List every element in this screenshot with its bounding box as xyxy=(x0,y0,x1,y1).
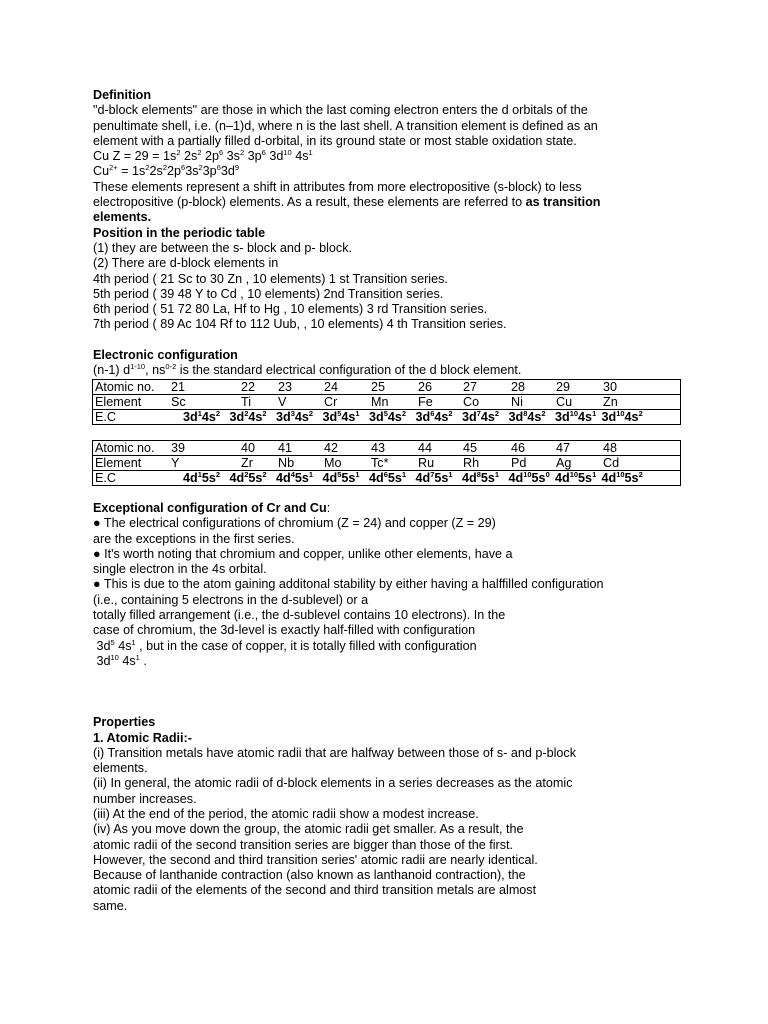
exceptional-line: ● The electrical configurations of chromium (Z = 24) and copper (Z = 29) xyxy=(93,516,496,531)
properties-line: (iii) At the end of the period, the atomic radii show a modest increase. xyxy=(93,806,479,821)
table-cell xyxy=(93,394,681,409)
properties-line: Because of lanthanide contraction (also known as lanthanoid contraction), the xyxy=(93,868,526,883)
orbital-term: 5s xyxy=(480,470,495,485)
table-row-atomic-no xyxy=(93,440,681,455)
ec-value xyxy=(183,471,220,485)
exceptional-colon: : xyxy=(326,500,331,515)
table-row-ec xyxy=(93,470,681,485)
exceptional-heading: Exceptional configuration of Cr and Cu xyxy=(93,500,327,515)
table-cell xyxy=(93,440,681,455)
orbital-term: 4s xyxy=(118,638,132,653)
orbital-electron-count: 2 xyxy=(494,408,500,418)
row-label: Atomic no. xyxy=(95,440,155,455)
table-row-atomic-no xyxy=(93,379,681,394)
ec-value xyxy=(276,471,313,485)
orbital-term: 5s xyxy=(434,470,449,485)
element-symbol: Co xyxy=(463,394,480,409)
orbital-term: 5s xyxy=(341,470,356,485)
atomic-number: 39 xyxy=(171,440,186,455)
position-line: 6th period ( 51 72 80 La, Hf to Hg , 10 elements) 3 rd Transition series. xyxy=(93,302,488,317)
cu-config-line xyxy=(93,149,693,164)
element-symbol: Ni xyxy=(511,394,523,409)
orbital-term: 5s xyxy=(578,470,593,485)
exceptional-line: single electron in the 4s orbital. xyxy=(93,562,267,577)
atomic-number: 25 xyxy=(371,379,386,394)
orbital-term: 3p xyxy=(202,164,217,179)
atomic-number: 48 xyxy=(603,440,618,455)
atomic-number: 24 xyxy=(324,379,339,394)
orbital-electron-count: 6 xyxy=(430,408,435,418)
cu-config-filled xyxy=(97,654,140,668)
atomic-number: 27 xyxy=(463,379,478,394)
cu2-charge: 2+ xyxy=(109,163,118,173)
orbital-electron-count: 7 xyxy=(476,408,481,418)
element-symbol: Cu xyxy=(556,394,573,409)
orbital-electron-count: 1 xyxy=(308,148,313,158)
orbital-term: 3d xyxy=(601,409,617,424)
document-page xyxy=(93,88,693,914)
atomic-number: 22 xyxy=(241,379,256,394)
intro-text: is the standard electrical configuration of the d block element. xyxy=(176,363,522,378)
row-label: E.C xyxy=(95,470,116,485)
orbital-electron-count: 2 xyxy=(638,408,643,418)
cr-config xyxy=(97,639,136,653)
orbital-term: 3d xyxy=(96,638,111,653)
orbital-electron-count: 1 xyxy=(401,469,407,479)
orbital-electron-count: 1 xyxy=(197,469,202,479)
orbital-term: 3d xyxy=(96,653,111,668)
orbital-term: 2p xyxy=(204,149,219,164)
definition-line xyxy=(93,195,693,210)
orbital-electron-count: 1 xyxy=(592,408,597,418)
ec-value xyxy=(416,410,453,424)
ec-value xyxy=(509,410,546,424)
orbital-electron-count: 10 xyxy=(616,408,625,418)
orbital-electron-count: 7 xyxy=(430,469,435,479)
orbital-electron-count: 6 xyxy=(181,163,186,173)
atomic-number: 41 xyxy=(278,440,293,455)
orbital-term: 3p xyxy=(247,149,262,164)
properties-line: atomic radii of the second transition series are bigger than those of the first. xyxy=(93,837,514,852)
cu2-config-line xyxy=(93,164,693,179)
atomic-number: 44 xyxy=(418,440,433,455)
orbital-electron-count: 2 xyxy=(198,163,203,173)
orbital-electron-count: 1 xyxy=(135,652,140,662)
orbital-electron-count: 6 xyxy=(216,163,221,173)
cu2-config-prefix: = xyxy=(117,164,133,179)
position-line: 5th period ( 39 48 Y to Cd , 10 elements) 2nd Transition series. xyxy=(93,286,444,301)
properties-line: (i) Transition metals have atomic radii that are halfway between those of s- and p-block xyxy=(93,745,576,760)
ec-value xyxy=(555,471,596,485)
definition-line: "d-block elements" are those in which the last coming electron enters the d orbitals of the xyxy=(93,103,588,118)
orbital-term: 4d xyxy=(369,470,384,485)
exceptional-line: totally filled arrangement (i.e., the d-sublevel contains 10 electrons). In the xyxy=(93,608,506,623)
orbital-term: 4s xyxy=(527,409,542,424)
exceptional-line: ● This is due to the atom gaining additonal stability by either having a halffilled configuration xyxy=(93,577,604,592)
orbital-electron-count: 1 xyxy=(355,408,360,418)
ec-value xyxy=(369,471,406,485)
orbital-term: 4s xyxy=(387,409,402,424)
atomic-number: 28 xyxy=(511,379,526,394)
orbital-electron-count: 2 xyxy=(215,408,221,418)
orbital-term: 4d xyxy=(462,470,477,485)
shift-bold-text: as transition xyxy=(525,195,601,210)
definition-line: element with a partially filled d-orbital, in its ground state or most stable oxidation state. xyxy=(93,133,577,148)
orbital-electron-count: 1 xyxy=(131,637,136,647)
position-line: (2) There are d-block elements in xyxy=(93,256,279,271)
atomic-number: 26 xyxy=(418,379,433,394)
ec-value xyxy=(509,471,550,485)
orbital-electron-count: 2 xyxy=(448,408,453,418)
orbital-electron-count: 2 xyxy=(262,408,267,418)
orbital-electron-count: 6 xyxy=(219,148,224,158)
element-symbol: Cd xyxy=(603,455,620,470)
orbital-electron-count: 5 xyxy=(337,469,342,479)
ec-value xyxy=(276,410,313,424)
element-symbol: Y xyxy=(171,455,180,470)
orbital-term: 3d xyxy=(555,409,570,424)
config-table-first-series xyxy=(92,379,681,425)
orbital-term: 4d xyxy=(322,470,338,485)
orbital-electron-count: 2 xyxy=(162,163,167,173)
config-table-second-series xyxy=(92,440,681,486)
orbital-electron-count: 1 xyxy=(308,469,314,479)
orbital-term: 4s xyxy=(122,653,136,668)
orbital-electron-count: 1 xyxy=(592,469,597,479)
orbital-term: 3d xyxy=(276,409,291,424)
cu2-config xyxy=(132,164,239,178)
ec-value xyxy=(230,410,267,424)
atomic-number: 45 xyxy=(463,440,478,455)
properties-line: (iv) As you move down the group, the atomic radii get smaller. As a result, the xyxy=(93,822,524,837)
atomic-number: 47 xyxy=(556,440,571,455)
properties-line: However, the second and third transition series' atomic radii are nearly identical. xyxy=(93,852,538,867)
atomic-number: 40 xyxy=(241,440,256,455)
orbital-electron-count: 2 xyxy=(176,148,181,158)
cr-config-line xyxy=(93,639,693,654)
definition-line: penultimate shell, i.e. (n–1)d, where n is the last shell. A transition element is defined as an xyxy=(93,118,598,133)
properties-line: atomic radii of the elements of the second and third transition metals are almost xyxy=(93,883,537,898)
table-cell xyxy=(93,455,681,470)
exceptional-heading-line xyxy=(93,501,693,516)
table-cell xyxy=(93,409,681,424)
orbital-term: 2p xyxy=(167,164,182,179)
element-symbol: Tc* xyxy=(371,455,389,470)
exceptional-line: are the exceptions in the first series. xyxy=(93,531,295,546)
position-line: 7th period ( 89 Ac 104 Rf to 112 Uub, , 10 elements) 4 th Transition series. xyxy=(93,317,507,332)
orbital-term: 5s xyxy=(201,470,216,485)
element-symbol: Zn xyxy=(603,394,618,409)
atomic-number: 46 xyxy=(511,440,526,455)
orbital-term: 2s xyxy=(184,149,198,164)
orbital-term: 4d xyxy=(276,470,291,485)
ec-value xyxy=(183,410,220,424)
element-symbol: Ru xyxy=(418,455,435,470)
orbital-electron-count: 10 xyxy=(569,408,579,418)
orbital-electron-count: 2 xyxy=(308,408,314,418)
electronic-heading: Electronic configuration xyxy=(93,348,238,363)
ec-value xyxy=(602,410,643,424)
table-cell xyxy=(93,379,681,394)
properties-lines xyxy=(93,746,693,914)
ec-value xyxy=(416,471,453,485)
orbital-electron-count: 1 xyxy=(355,469,360,479)
orbital-term: 4d xyxy=(229,470,245,485)
orbital-electron-count: 2 xyxy=(541,408,546,418)
orbital-electron-count: 10 xyxy=(283,148,292,158)
element-symbol: V xyxy=(278,394,287,409)
orbital-term: 4s xyxy=(248,409,263,424)
orbital-term: 4d xyxy=(508,470,524,485)
intro-sup: 1-10 xyxy=(130,362,146,372)
orbital-electron-count: 2 xyxy=(145,163,150,173)
orbital-term: 3d xyxy=(369,409,384,424)
table-row-element xyxy=(93,455,681,470)
row-label: Element xyxy=(95,455,142,470)
ec-value xyxy=(602,471,643,485)
electronic-intro xyxy=(93,363,693,378)
element-symbol: Mo xyxy=(324,455,342,470)
table-row-ec xyxy=(93,409,681,424)
position-line: 4th period ( 21 Sc to 30 Zn , 10 elements) 1 st Transition series. xyxy=(93,271,448,286)
element-symbol: Cr xyxy=(324,394,338,409)
element-symbol: Fe xyxy=(418,394,433,409)
ec-value xyxy=(369,410,406,424)
orbital-electron-count: 8 xyxy=(523,408,528,418)
element-symbol: Mn xyxy=(371,394,389,409)
definition-line: These elements represent a shift in attributes from more electropositive (s-block) to less xyxy=(93,179,582,194)
orbital-term: 4s xyxy=(624,409,639,424)
cu-config-line-2 xyxy=(93,654,693,669)
orbital-electron-count: 0 xyxy=(545,469,550,479)
atomic-number: 23 xyxy=(278,379,293,394)
orbital-term: 5s xyxy=(387,470,402,485)
definition-line: elements. xyxy=(93,210,152,225)
element-symbol: Zr xyxy=(241,455,253,470)
orbital-term: 4s xyxy=(294,409,309,424)
orbital-term: 3s xyxy=(226,149,240,164)
orbital-electron-count: 2 xyxy=(239,148,245,158)
position-line: (1) they are between the s- block and p- block. xyxy=(93,240,353,255)
table-cell xyxy=(93,470,681,485)
cu-config xyxy=(163,149,313,163)
atomic-number: 29 xyxy=(556,379,571,394)
exceptional-line: (i.e., containing 5 electrons in the d-sublevel) or a xyxy=(93,592,369,607)
orbital-term: 3d xyxy=(462,409,477,424)
orbital-term: 3d xyxy=(508,409,524,424)
orbital-electron-count: 6 xyxy=(261,148,266,158)
orbital-term: 4s xyxy=(341,409,356,424)
orbital-term: 4d xyxy=(601,470,617,485)
orbital-term: 4s xyxy=(480,409,495,424)
orbital-term: 4s xyxy=(434,409,449,424)
orbital-term: 1s xyxy=(163,149,177,164)
properties-line: number increases. xyxy=(93,791,197,806)
exceptional-line: case of chromium, the 3d-level is exactly half-filled with configuration xyxy=(93,623,476,638)
orbital-term: 3s xyxy=(185,164,199,179)
ec-value xyxy=(323,410,360,424)
intro-text: , ns xyxy=(145,363,166,378)
ec-value xyxy=(462,471,499,485)
cu-config-prefix: Cu Z = 29 = xyxy=(93,149,164,164)
orbital-electron-count: 3 xyxy=(290,408,295,418)
orbital-term: 5s xyxy=(248,470,263,485)
element-symbol: Nb xyxy=(278,455,295,470)
orbital-term: 4d xyxy=(415,470,431,485)
orbital-term: 3d xyxy=(229,409,245,424)
orbital-electron-count: 9 xyxy=(234,163,240,173)
orbital-electron-count: 5 xyxy=(337,408,342,418)
orbital-electron-count: 10 xyxy=(110,652,119,662)
orbital-electron-count: 10 xyxy=(569,469,579,479)
cu2-label: Cu xyxy=(93,164,110,179)
ec-value xyxy=(230,471,267,485)
atomic-number: 21 xyxy=(171,379,186,394)
definition-heading: Definition xyxy=(93,88,152,102)
position-heading: Position in the periodic table xyxy=(93,225,266,240)
intro-text: (n-1) d xyxy=(93,363,131,378)
orbital-electron-count: 2 xyxy=(244,469,249,479)
exceptional-line: ● It's worth noting that chromium and copper, unlike other elements, have a xyxy=(93,546,513,561)
element-symbol: Pd xyxy=(511,455,527,470)
ec-value xyxy=(323,471,360,485)
shift-text: electropositive (p-block) elements. As a result, these elements are referred to xyxy=(93,195,526,210)
orbital-electron-count: 2 xyxy=(401,408,407,418)
element-symbol: Sc xyxy=(171,394,186,409)
orbital-electron-count: 2 xyxy=(215,469,221,479)
element-symbol: Ti xyxy=(241,394,252,409)
orbital-electron-count: 2 xyxy=(638,469,643,479)
orbital-term: 3d xyxy=(322,409,338,424)
orbital-electron-count: 4 xyxy=(290,469,295,479)
properties-line: (ii) In general, the atomic radii of d-block elements in a series decreases as the atomic xyxy=(93,776,573,791)
orbital-electron-count: 1 xyxy=(197,408,202,418)
atomic-radii-heading: 1. Atomic Radii:- xyxy=(93,730,192,745)
orbital-electron-count: 6 xyxy=(383,469,388,479)
atomic-number: 30 xyxy=(603,379,618,394)
intro-sup: 0-2 xyxy=(165,362,177,372)
orbital-electron-count: 8 xyxy=(476,469,481,479)
table-row-element xyxy=(93,394,681,409)
properties-line: elements. xyxy=(93,761,148,776)
orbital-term: 3d xyxy=(220,164,235,179)
row-label: E.C xyxy=(95,409,116,424)
orbital-electron-count: 2 xyxy=(197,148,202,158)
orbital-electron-count: 10 xyxy=(616,469,625,479)
orbital-term: 3d xyxy=(183,409,198,424)
orbital-term: 3d xyxy=(415,409,431,424)
row-label: Atomic no. xyxy=(95,379,155,394)
orbital-electron-count: 2 xyxy=(244,408,249,418)
orbital-term: 5s xyxy=(624,470,639,485)
orbital-electron-count: 1 xyxy=(448,469,453,479)
ec-value xyxy=(462,410,499,424)
orbital-term: 4d xyxy=(555,470,570,485)
properties-line: same. xyxy=(93,898,128,913)
orbital-term: 4s xyxy=(201,409,216,424)
element-symbol: Rh xyxy=(463,455,480,470)
orbital-term: 1s xyxy=(132,164,146,179)
row-label: Element xyxy=(95,394,142,409)
cr-config-text: , but in the case of copper, it is totally filled with configuration xyxy=(135,638,477,653)
orbital-term: 2s xyxy=(149,164,163,179)
orbital-term: 5s xyxy=(294,470,309,485)
orbital-term: 4s xyxy=(578,409,593,424)
orbital-electron-count: 5 xyxy=(383,408,388,418)
atomic-number: 43 xyxy=(371,440,386,455)
orbital-term: 3d xyxy=(269,149,284,164)
orbital-electron-count: 10 xyxy=(523,469,532,479)
properties-heading: Properties xyxy=(93,715,156,730)
orbital-electron-count: 2 xyxy=(262,469,267,479)
atomic-number: 42 xyxy=(324,440,339,455)
element-symbol: Ag xyxy=(556,455,572,470)
ec-value xyxy=(555,410,596,424)
orbital-term: 4s xyxy=(295,149,309,164)
orbital-term: 5s xyxy=(531,470,546,485)
orbital-electron-count: 5 xyxy=(110,637,115,647)
orbital-term: 4d xyxy=(183,470,198,485)
orbital-electron-count: 1 xyxy=(494,469,500,479)
cu-config-text: . xyxy=(139,653,147,668)
